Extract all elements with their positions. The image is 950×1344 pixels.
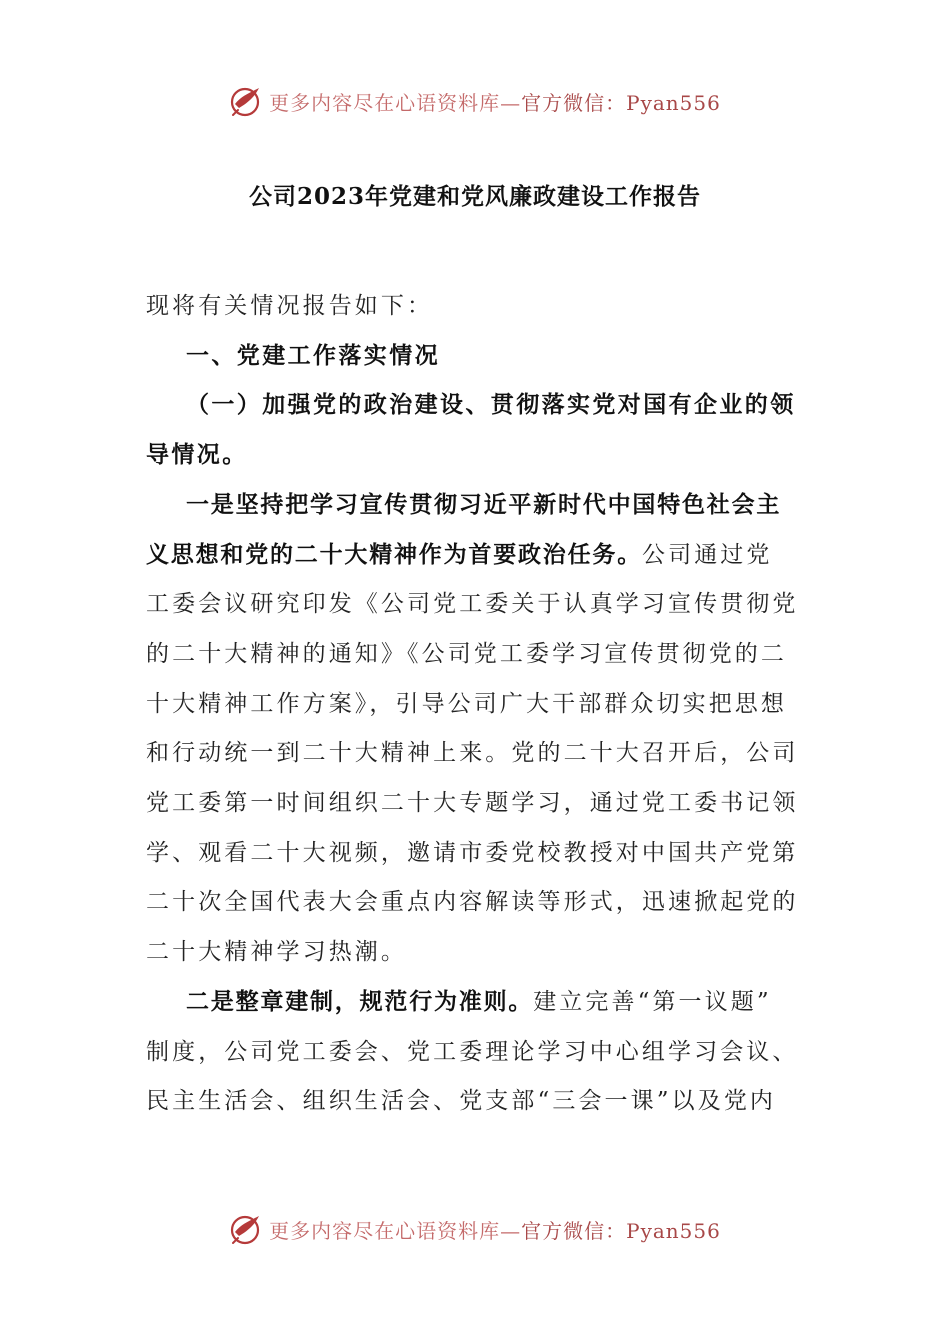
paragraph-line: 十大精神工作方案》，引导公司广大干部群众切实把思想 [146,690,787,717]
paragraph-line: 制度，公司党工委会、党工委理论学习中心组学习会议、 [146,1038,799,1065]
item1-bold-line2: 义思想和党的二十大精神作为首要政治任务。 [146,541,642,568]
banner-dash: — [500,1218,522,1243]
section-heading [146,332,806,382]
banner-dash: — [500,90,522,115]
banner-library-name: 更多内容尽在心语资料库 [269,1218,501,1243]
subsection1-line2: 导情况。 [146,442,248,469]
item2-text-line1: 建立完善“第一议题” [533,988,772,1015]
document-title: 公司2023年党建和党风廉政建设工作报告 [248,183,701,210]
banner-text [269,87,721,116]
paragraph-line: 学、观看二十大视频，邀请市委党校教授对中国共产党第 [146,839,799,866]
banner-wechat-id: Pyan556 [626,90,721,115]
intro-paragraph [146,282,806,332]
document-body [146,282,806,1127]
footer-banner[interactable] [0,1212,950,1246]
paragraph-line: 党工委第一时间组织二十大专题学习，通过党工委书记领 [146,790,799,817]
banner-wechat-label: 官方微信： [521,1218,627,1243]
banner-text [269,1215,721,1244]
banner-library-name: 更多内容尽在心语资料库 [269,90,501,115]
paragraph-line: 和行动统一到二十大精神上来。党的二十大召开后，公司 [146,740,799,767]
subsection-heading [146,381,806,480]
item2-bold: 二是整章建制，规范行为准则。 [186,988,534,1015]
paragraph-line: 二十大精神学习热潮。 [146,939,407,966]
paragraph-line: 的二十大精神的通知》《公司党工委学习宣传贯彻党的二 [146,640,787,667]
paragraph-line: 工委会议研究印发《公司党工委关于认真学习宣传贯彻党 [146,591,799,618]
item1-bold-line1: 一是坚持把学习宣传贯彻习近平新时代中国特色社会主 [186,491,782,518]
section1-heading: 一、党建工作落实情况 [186,342,440,369]
item1-paragraph [146,481,806,978]
intro-line: 现将有关情况报告如下： [146,293,434,319]
item1-text-line2: 公司通过党 [642,541,773,568]
header-banner[interactable] [0,84,950,118]
paragraph-line: 民主生活会、组织生活会、党支部“三会一课”以及党内 [146,1088,777,1115]
subsection1-line1: （一）加强党的政治建设、贯彻落实党对国有企业的领 [186,392,796,419]
paragraph-line: 二十次全国代表大会重点内容解读等形式，迅速掀起党的 [146,889,799,916]
item2-paragraph [146,978,806,1127]
quill-logo-icon [229,1212,263,1246]
banner-wechat-label: 官方微信： [521,90,627,115]
quill-logo-icon [229,84,263,118]
banner-wechat-id: Pyan556 [626,1218,721,1243]
